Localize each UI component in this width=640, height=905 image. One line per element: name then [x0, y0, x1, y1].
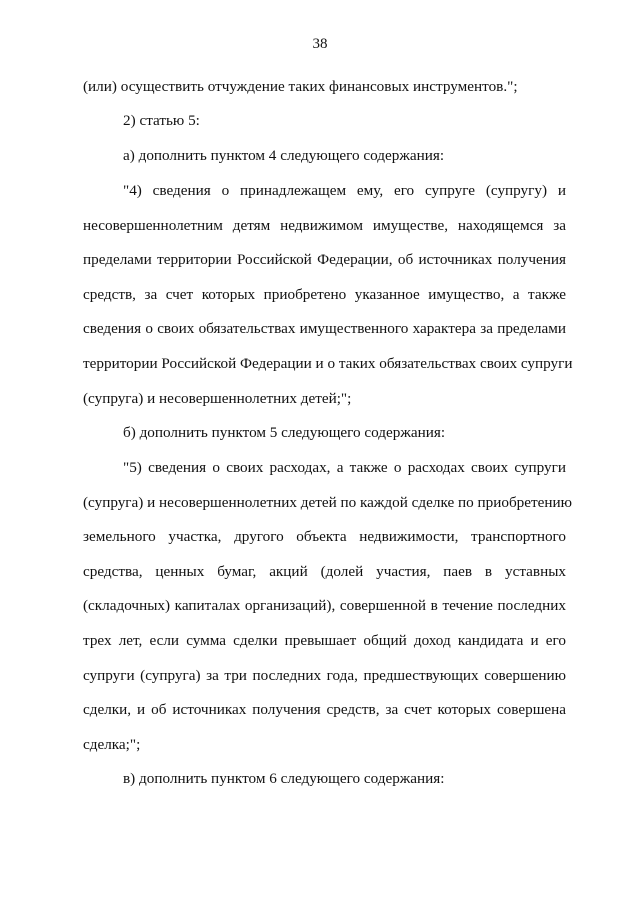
text-line: (или) осуществить отчуждение таких финансовых инструментов.";: [83, 78, 518, 95]
page-number: 38: [312, 36, 328, 52]
text-line: "4) сведения о принадлежащем ему, его супруге (супругу) и: [123, 182, 566, 199]
text-line: сделка;";: [83, 735, 141, 753]
paragraph-article-5: [123, 104, 566, 139]
text-line: "5) сведения о своих расходах, а также о расходах своих супруги: [123, 459, 566, 476]
paragraph-point-4: [83, 174, 573, 416]
paragraph-point-5: [83, 451, 572, 762]
paragraph-item-b: [123, 416, 566, 451]
text-line: 2) статью 5:: [123, 112, 200, 129]
text-line: сведения о своих обязательствах имущественного характера за пределами: [83, 320, 566, 338]
text-line: в) дополнить пунктом 6 следующего содержания:: [123, 770, 445, 787]
text-line: средств, за счет которых приобретено указанное имущество, а также: [83, 285, 566, 303]
paragraph-item-v: [123, 762, 566, 797]
text-line: супруги (супруга) за три последних года, предшествующих совершению: [83, 666, 566, 684]
text-line: (супруга) и несовершеннолетних детей;";: [83, 389, 352, 407]
text-line: территории Российской Федерации и о таких обязательствах своих супруги: [83, 354, 573, 372]
text-line: (складочных) капиталах организаций), совершенной в течение последних: [83, 597, 566, 615]
text-line: трех лет, если сумма сделки превышает общий доход кандидата и его: [83, 631, 566, 649]
text-line: земельного участка, другого объекта недвижимости, транспортного: [83, 528, 566, 546]
text-line: (супруга) и несовершеннолетних детей по каждой сделке по приобретению: [83, 493, 572, 511]
text-line: а) дополнить пунктом 4 следующего содержания:: [123, 147, 445, 164]
paragraph-continuation: [83, 70, 566, 105]
paragraph-item-a: [123, 139, 566, 174]
text-line: сделки, и об источниках получения средств, за счет которых совершена: [83, 701, 566, 719]
text-line: средства, ценных бумаг, акций (долей участия, паев в уставных: [83, 562, 566, 580]
text-line: пределами территории Российской Федерации, об источниках получения: [83, 251, 566, 269]
text-line: несовершеннолетним детям недвижимом имуществе, находящемся за: [83, 216, 566, 234]
text-line: б) дополнить пунктом 5 следующего содержания:: [123, 424, 446, 441]
